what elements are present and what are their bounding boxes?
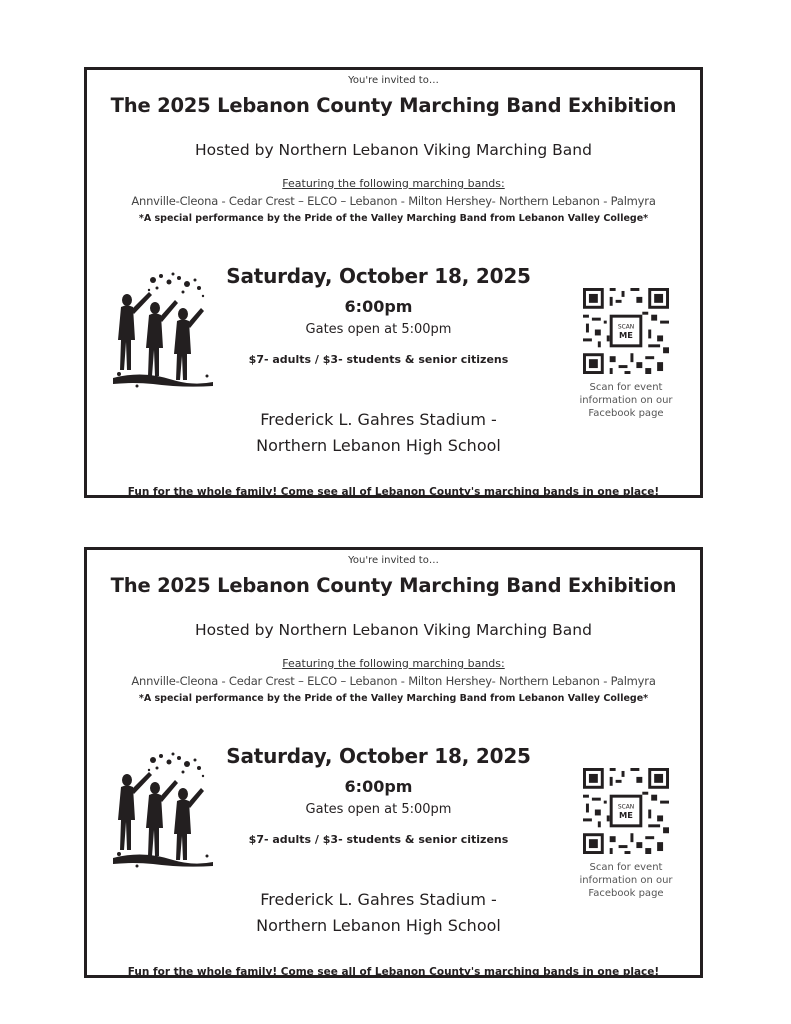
bands-list: Annville-Cleona - Cedar Crest – ELCO – Lebanon - Milton Hershey- Northern Lebanon - Palmyra [131, 674, 656, 688]
ticket-prices: $7- adults / $3- students & senior citizens [248, 833, 509, 846]
qr-caption: Scan for event information on our Facebook page [579, 382, 673, 419]
gates-open-text: Gates open at 5:00pm [305, 802, 452, 817]
ticket-prices: $7- adults / $3- students & senior citizens [248, 353, 509, 366]
special-performance-note: *A special performance by the Pride of the Valley Marching Band from Lebanon Valley College* [138, 213, 649, 224]
footer-tagline: Fun for the whole family! Come see all of Lebanon County's marching bands in one place! [127, 486, 660, 498]
venue-line-2: Northern Lebanon High School [256, 916, 501, 935]
invited-text: You're invited to… [348, 75, 439, 86]
svg-text:ME: ME [619, 329, 633, 340]
svg-text:SCAN: SCAN [617, 803, 635, 811]
event-title: The 2025 Lebanon County Marching Band Exhibition [110, 94, 677, 117]
hosted-by-text: Hosted by Northern Lebanon Viking Marching Band [195, 141, 592, 159]
event-title: The 2025 Lebanon County Marching Band Exhibition [110, 574, 677, 597]
venue-line-1: Frederick L. Gahres Stadium - [260, 410, 497, 429]
venue-line-2: Northern Lebanon High School [256, 436, 501, 455]
qr-caption: Scan for event information on our Facebook page [579, 862, 673, 899]
venue-line-1: Frederick L. Gahres Stadium - [260, 890, 497, 909]
bands-list: Annville-Cleona - Cedar Crest – ELCO – Lebanon - Milton Hershey- Northern Lebanon - Palmyra [131, 194, 656, 208]
invitation-card-1 [84, 67, 703, 498]
featuring-heading: Featuring the following marching bands: [282, 177, 505, 190]
featuring-heading: Featuring the following marching bands: [282, 657, 505, 670]
event-date: Saturday, October 18, 2025 [226, 264, 531, 288]
qr-code [583, 288, 669, 374]
qr-code [583, 768, 669, 854]
svg-text:ME: ME [619, 809, 633, 820]
gates-open-text: Gates open at 5:00pm [305, 322, 452, 337]
invitation-card-2 [84, 547, 703, 978]
event-date: Saturday, October 18, 2025 [226, 744, 531, 768]
hosted-by-text: Hosted by Northern Lebanon Viking Marching Band [195, 621, 592, 639]
event-time: 6:00pm [344, 777, 413, 796]
invited-text: You're invited to… [348, 555, 439, 566]
footer-tagline: Fun for the whole family! Come see all of Lebanon County's marching bands in one place! [127, 966, 660, 978]
special-performance-note: *A special performance by the Pride of the Valley Marching Band from Lebanon Valley College* [138, 693, 649, 704]
event-time: 6:00pm [344, 297, 413, 316]
svg-text:SCAN: SCAN [617, 323, 635, 331]
